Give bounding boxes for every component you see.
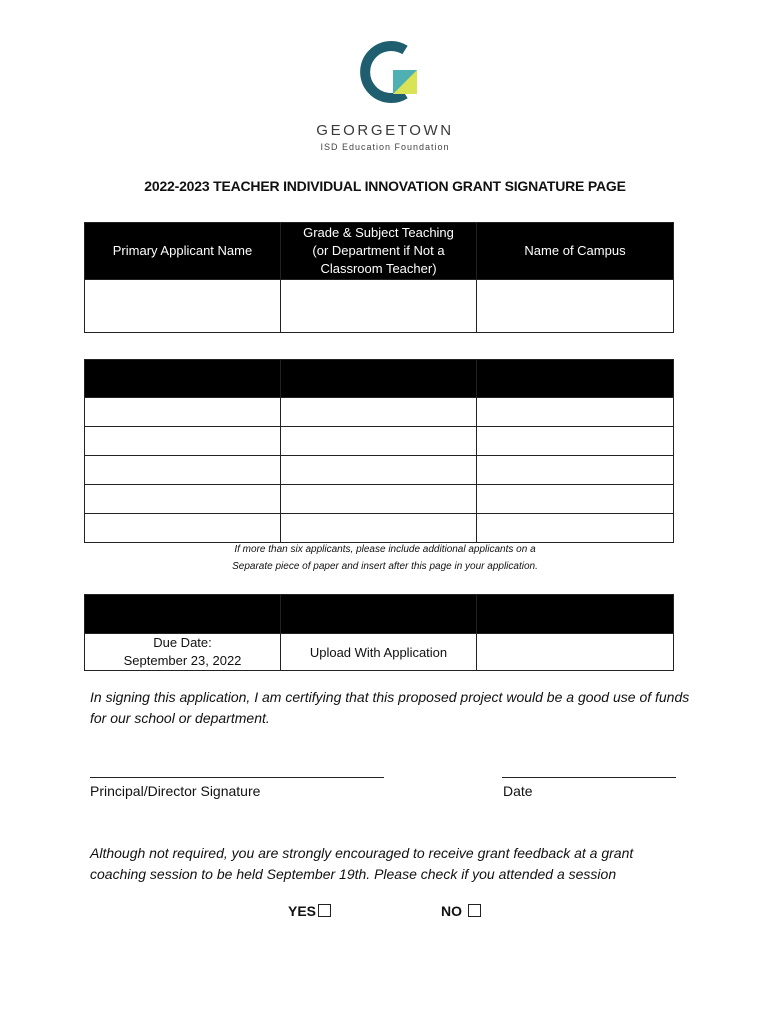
additional-applicants-table xyxy=(84,359,674,543)
due-date-cell: Due Date: September 23, 2022 xyxy=(85,634,281,671)
applicant-entry-field[interactable] xyxy=(85,485,281,514)
header-grade-subject: Grade & Subject Teaching (or Department if Not a Classroom Teacher) xyxy=(281,223,477,280)
brand-name: GEORGETOWN xyxy=(316,122,454,139)
applicant-entry-field[interactable] xyxy=(281,485,477,514)
no-label: NO xyxy=(441,903,462,919)
due-header-row xyxy=(85,595,674,634)
no-option[interactable] xyxy=(441,903,481,919)
additional-header-3 xyxy=(477,360,674,398)
due-date-table xyxy=(84,594,674,671)
applicant-row xyxy=(85,280,674,333)
applicant-entry-field[interactable] xyxy=(477,485,674,514)
no-checkbox[interactable] xyxy=(468,904,481,917)
header-primary-applicant: Primary Applicant Name xyxy=(85,223,281,280)
georgetown-logo xyxy=(355,36,417,108)
page-title: 2022-2023 TEACHER INDIVIDUAL INNOVATION GRANT SIGNATURE PAGE xyxy=(144,178,626,194)
applicant-entry-field[interactable] xyxy=(85,398,281,427)
brand-subtitle: ISD Education Foundation xyxy=(320,142,450,152)
due-third-field[interactable] xyxy=(477,634,674,671)
yes-option[interactable] xyxy=(288,903,331,919)
date-signature-line[interactable] xyxy=(502,777,676,778)
campus-field[interactable] xyxy=(477,280,674,333)
principal-signature-label: Principal/Director Signature xyxy=(90,783,261,799)
date-label: Date xyxy=(503,783,533,799)
applicant-entry-field[interactable] xyxy=(477,398,674,427)
applicant-note-line2: Separate piece of paper and insert after this page in your application. xyxy=(232,561,538,572)
applicant-entry-field[interactable] xyxy=(477,456,674,485)
applicant-entry-row xyxy=(85,514,674,543)
applicant-entry-field[interactable] xyxy=(85,427,281,456)
grade-subject-field[interactable] xyxy=(281,280,477,333)
due-row xyxy=(85,634,674,671)
due-header-1 xyxy=(85,595,281,634)
due-header-3 xyxy=(477,595,674,634)
additional-header-row xyxy=(85,360,674,398)
applicant-entry-field[interactable] xyxy=(281,427,477,456)
due-header-2 xyxy=(281,595,477,634)
applicant-entry-field[interactable] xyxy=(281,514,477,543)
applicant-table xyxy=(84,222,674,333)
applicant-note-line1: If more than six applicants, please include additional applicants on a xyxy=(234,544,536,555)
applicant-entry-field[interactable] xyxy=(85,456,281,485)
applicant-entry-row xyxy=(85,398,674,427)
feedback-text: Although not required, you are strongly encouraged to receive grant feedback at a grant coaching session to be held September 19th. Please check if you attended a session xyxy=(90,845,634,882)
yes-checkbox[interactable] xyxy=(318,904,331,917)
additional-header-2 xyxy=(281,360,477,398)
certification-text: In signing this application, I am certifying that this proposed project would be a good use of funds for our school or department. xyxy=(90,689,690,726)
additional-header-1 xyxy=(85,360,281,398)
applicant-entry-row xyxy=(85,456,674,485)
principal-signature-line[interactable] xyxy=(90,777,384,778)
applicant-entry-field[interactable] xyxy=(477,427,674,456)
upload-cell: Upload With Application xyxy=(281,634,477,671)
applicant-entry-field[interactable] xyxy=(281,398,477,427)
applicant-entry-field[interactable] xyxy=(477,514,674,543)
applicant-entry-row xyxy=(85,427,674,456)
applicant-entry-field[interactable] xyxy=(281,456,477,485)
yes-label: YES xyxy=(288,903,317,919)
applicant-entry-row xyxy=(85,485,674,514)
applicant-header-row xyxy=(85,223,674,280)
header-campus: Name of Campus xyxy=(477,223,674,280)
applicant-name-field[interactable] xyxy=(85,280,281,333)
applicant-entry-field[interactable] xyxy=(85,514,281,543)
